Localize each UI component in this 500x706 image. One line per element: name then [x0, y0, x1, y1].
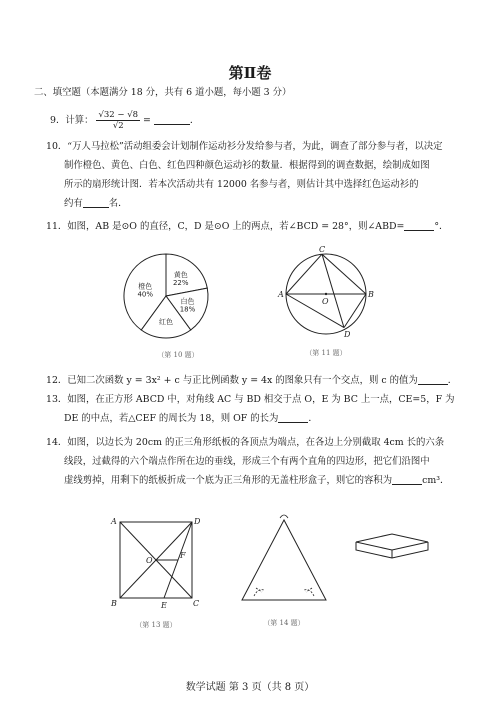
- label-o: O: [322, 297, 329, 306]
- q14-end: cm³．: [422, 475, 450, 486]
- equilateral-triangle: [242, 520, 326, 600]
- q10-suffix: 名．: [108, 198, 128, 209]
- triangle-figure: [236, 512, 332, 626]
- pie-chart-figure: [118, 248, 238, 358]
- pie-label-0-1: 40%: [137, 290, 154, 299]
- label-a: A: [111, 517, 117, 526]
- page-footer: 数学试题 第 3 页（共 8 页）: [185, 682, 315, 693]
- pie-chart: [118, 248, 238, 348]
- q9-numerator: √32 − √8: [98, 110, 139, 120]
- q12-text: 12．已知二次函数 y = 3x² + c 与正比例函数 y = 4x 的图象只有一个交点，则 c 的值为: [46, 375, 418, 386]
- q14-text: 虚线剪掉，用剩下的纸板折成一个底为正三角形的无盖柱形盒子，则它的容积为: [64, 475, 393, 486]
- corner-dashes: [256, 588, 312, 592]
- caption-q14: （第 14 题）: [263, 619, 305, 627]
- top-cut-mark: [280, 515, 288, 518]
- label-f: F: [180, 551, 186, 560]
- section-header: 二、填空题（本题满分 18 分，共有 6 道小题，每小题 3 分）: [34, 87, 292, 98]
- pie-label-1-0: 黄色: [173, 271, 188, 280]
- q10-line-1: 10．“万人马拉松”活动组委会计划制作运动衫分发给参与者，为此，调查了部分参与者，以决定: [46, 141, 443, 152]
- q14-answer-blank[interactable]: [392, 474, 422, 485]
- label-a: A: [278, 290, 284, 299]
- q11-end: °．: [434, 221, 449, 232]
- question-12: [46, 374, 470, 387]
- section-title: 第Ⅱ卷: [228, 64, 272, 82]
- q10-line-4: [64, 197, 470, 210]
- label-c: C: [319, 245, 326, 254]
- center-point: [325, 293, 327, 295]
- box-diagram: [352, 528, 432, 558]
- q9-prefix: 计算：: [65, 115, 94, 126]
- square-diagram: [108, 514, 204, 610]
- q9-equals: =: [143, 115, 151, 126]
- q14-line-3: [64, 474, 470, 487]
- label-e: E: [161, 601, 167, 610]
- triangle-diagram: [236, 512, 332, 608]
- pie-label-3-0: 红色: [159, 318, 173, 327]
- q14-line-2: 线段，过截得的六个端点作所在边的垂线，形成三个有两个直角的四边形，把它们沿图中: [64, 456, 430, 467]
- question-9: [50, 110, 470, 131]
- label-b: B: [111, 599, 117, 608]
- box-top-rim: [356, 534, 428, 550]
- q11-answer-blank[interactable]: [404, 220, 434, 231]
- right-cut-curve: [304, 590, 314, 596]
- label-d: D: [344, 330, 351, 339]
- q9-end: ．: [189, 115, 200, 126]
- q9-fraction: [96, 110, 140, 131]
- left-cut-curve: [254, 590, 264, 596]
- q11-text: 11．如图，AB 是⊙O 的直径，C，D 是⊙O 上的两点，若∠BCD = 28°，则∠ABD=: [46, 221, 405, 232]
- label-b: B: [368, 290, 374, 299]
- q9-number: 9．: [50, 115, 66, 126]
- q12-answer-blank[interactable]: [418, 374, 448, 385]
- q13-line-2: [64, 412, 470, 425]
- q10-answer-blank[interactable]: [83, 197, 109, 208]
- q10-line-3: 所示的扇形统计图．若本次活动共有 12000 名参与者，则估计其中选择红色运动衫的: [64, 179, 419, 190]
- label-d: D: [194, 517, 201, 526]
- label-c: C: [193, 599, 200, 608]
- label-o: O: [146, 556, 153, 565]
- segment-bc: [322, 254, 366, 294]
- caption-q13: （第 13 题）: [135, 621, 177, 629]
- q13-line-1: 13．如图，在正方形 ABCD 中，对角线 AC 与 BD 相交于点 O，E 为 BC 上一点，CE=5，F 为: [46, 394, 455, 405]
- pie-label-0-0: 橙色: [138, 282, 153, 291]
- circle-diagram: [278, 246, 374, 346]
- q9-denominator: √2: [112, 121, 124, 131]
- pie-label-2-0: 白色: [180, 297, 195, 306]
- square-figure: [108, 514, 204, 629]
- q14-line-1: 14．如图，以边长为 20cm 的正三角形纸板的各顶点为端点，在各边上分别截取 4cm 长的六条: [46, 437, 445, 448]
- q13-answer-blank[interactable]: [278, 412, 308, 423]
- q13-text: DE 的中点，若△CEF 的周长为 18，则 OF 的长为: [64, 413, 279, 424]
- pie-label-2-1: 18%: [179, 305, 196, 314]
- circle-figure: [278, 246, 374, 356]
- q9-answer-blank[interactable]: [154, 114, 190, 125]
- box-figure: [352, 528, 432, 568]
- pie-label-1-1: 22%: [172, 279, 189, 288]
- q10-prefix: 约有: [64, 198, 83, 209]
- q12-end: ．: [447, 375, 458, 386]
- q13-end: ．: [308, 413, 318, 424]
- question-11: [46, 220, 470, 233]
- caption-q11: （第 11 题）: [305, 349, 347, 357]
- caption-q10: （第 10 题）: [157, 351, 199, 359]
- q10-line-2: 制作橙色、黄色、白色、红色四种颜色运动衫的数量．根据得到的调查数据，绘制成如图: [64, 160, 430, 171]
